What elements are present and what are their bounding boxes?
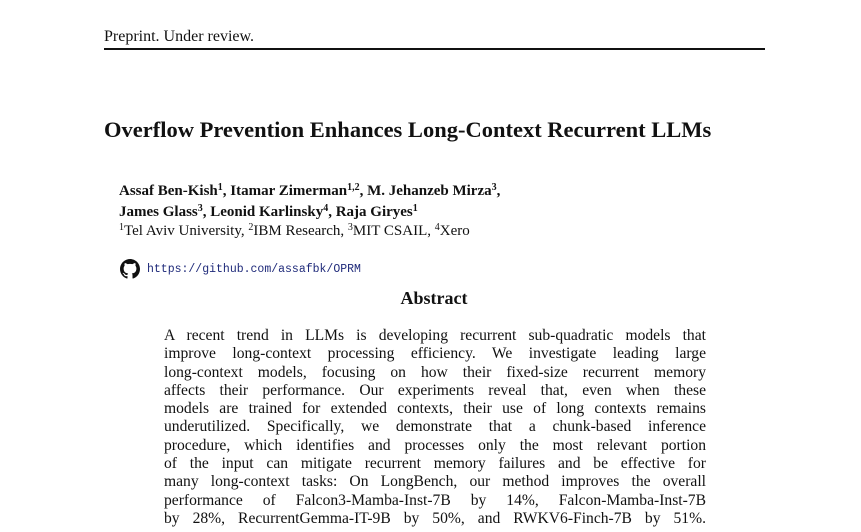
affiliation: $^1$Tel Aviv University, bbox=[119, 222, 249, 239]
abstract-line: of the input can mitigate recurrent memory failures and be effective for bbox=[164, 455, 706, 473]
abstract-line: models are trained for extended contexts, their use of long contexts remains bbox=[164, 400, 706, 418]
author: James Glass$^3$, bbox=[119, 203, 211, 220]
abstract-line: performance of Falcon3-Mamba-Inst-7B by 14%, Falcon-Mamba-Inst-7B bbox=[164, 491, 706, 509]
author: M. Jehanzeb Mirza$^3$, bbox=[367, 182, 501, 199]
abstract-line: A recent trend in LLMs is developing recurrent sub-quadratic models that bbox=[164, 327, 706, 344]
affiliations bbox=[119, 221, 759, 241]
abstract-line: by 28%, RecurrentGemma-IT-9B by 50%, and RWKV6-Finch-7B by 51%. bbox=[164, 509, 706, 527]
affiliation: $^3$MIT CSAIL, bbox=[347, 222, 435, 239]
affiliation: $^2$IBM Research, bbox=[248, 222, 348, 239]
abstract-line: many long-context tasks: On LongBench, our method improves the overall bbox=[164, 473, 706, 491]
author: Raja Giryes$^1$ bbox=[335, 203, 418, 220]
author-list bbox=[119, 181, 759, 223]
abstract-line: affects their performance. Our experiments reveal that, even when these bbox=[164, 381, 706, 399]
author: Leonid Karlinsky$^4$, bbox=[210, 203, 336, 220]
abstract-body bbox=[164, 327, 706, 528]
repository-url-link[interactable]: https://github.com/assafbk/OPRM bbox=[147, 262, 361, 276]
running-header: Preprint. Under review. bbox=[104, 28, 255, 45]
abstract-line: improve long-context processing efficiency. We investigate leading large bbox=[164, 345, 706, 363]
abstract-line: underutilized. Specifically, we demonstrate that a chunk-based inference bbox=[164, 418, 706, 436]
author: Itamar Zimerman$^{1,2}$, bbox=[230, 182, 368, 199]
repository-link-row bbox=[120, 259, 361, 279]
affiliation: $^4$Xero bbox=[434, 222, 470, 239]
abstract-line: procedure, which identifies and processes only the most relevant portion bbox=[164, 436, 706, 454]
header-rule bbox=[104, 48, 765, 50]
abstract-line: long-context models, focusing on how their fixed-size recurrent memory bbox=[164, 363, 706, 381]
abstract-heading: Abstract bbox=[400, 288, 468, 308]
author: Assaf Ben-Kish$^1$, bbox=[119, 182, 231, 199]
github-icon bbox=[120, 259, 140, 279]
paper-title: Overflow Prevention Enhances Long-Context Recurrent LLMs bbox=[104, 117, 712, 142]
